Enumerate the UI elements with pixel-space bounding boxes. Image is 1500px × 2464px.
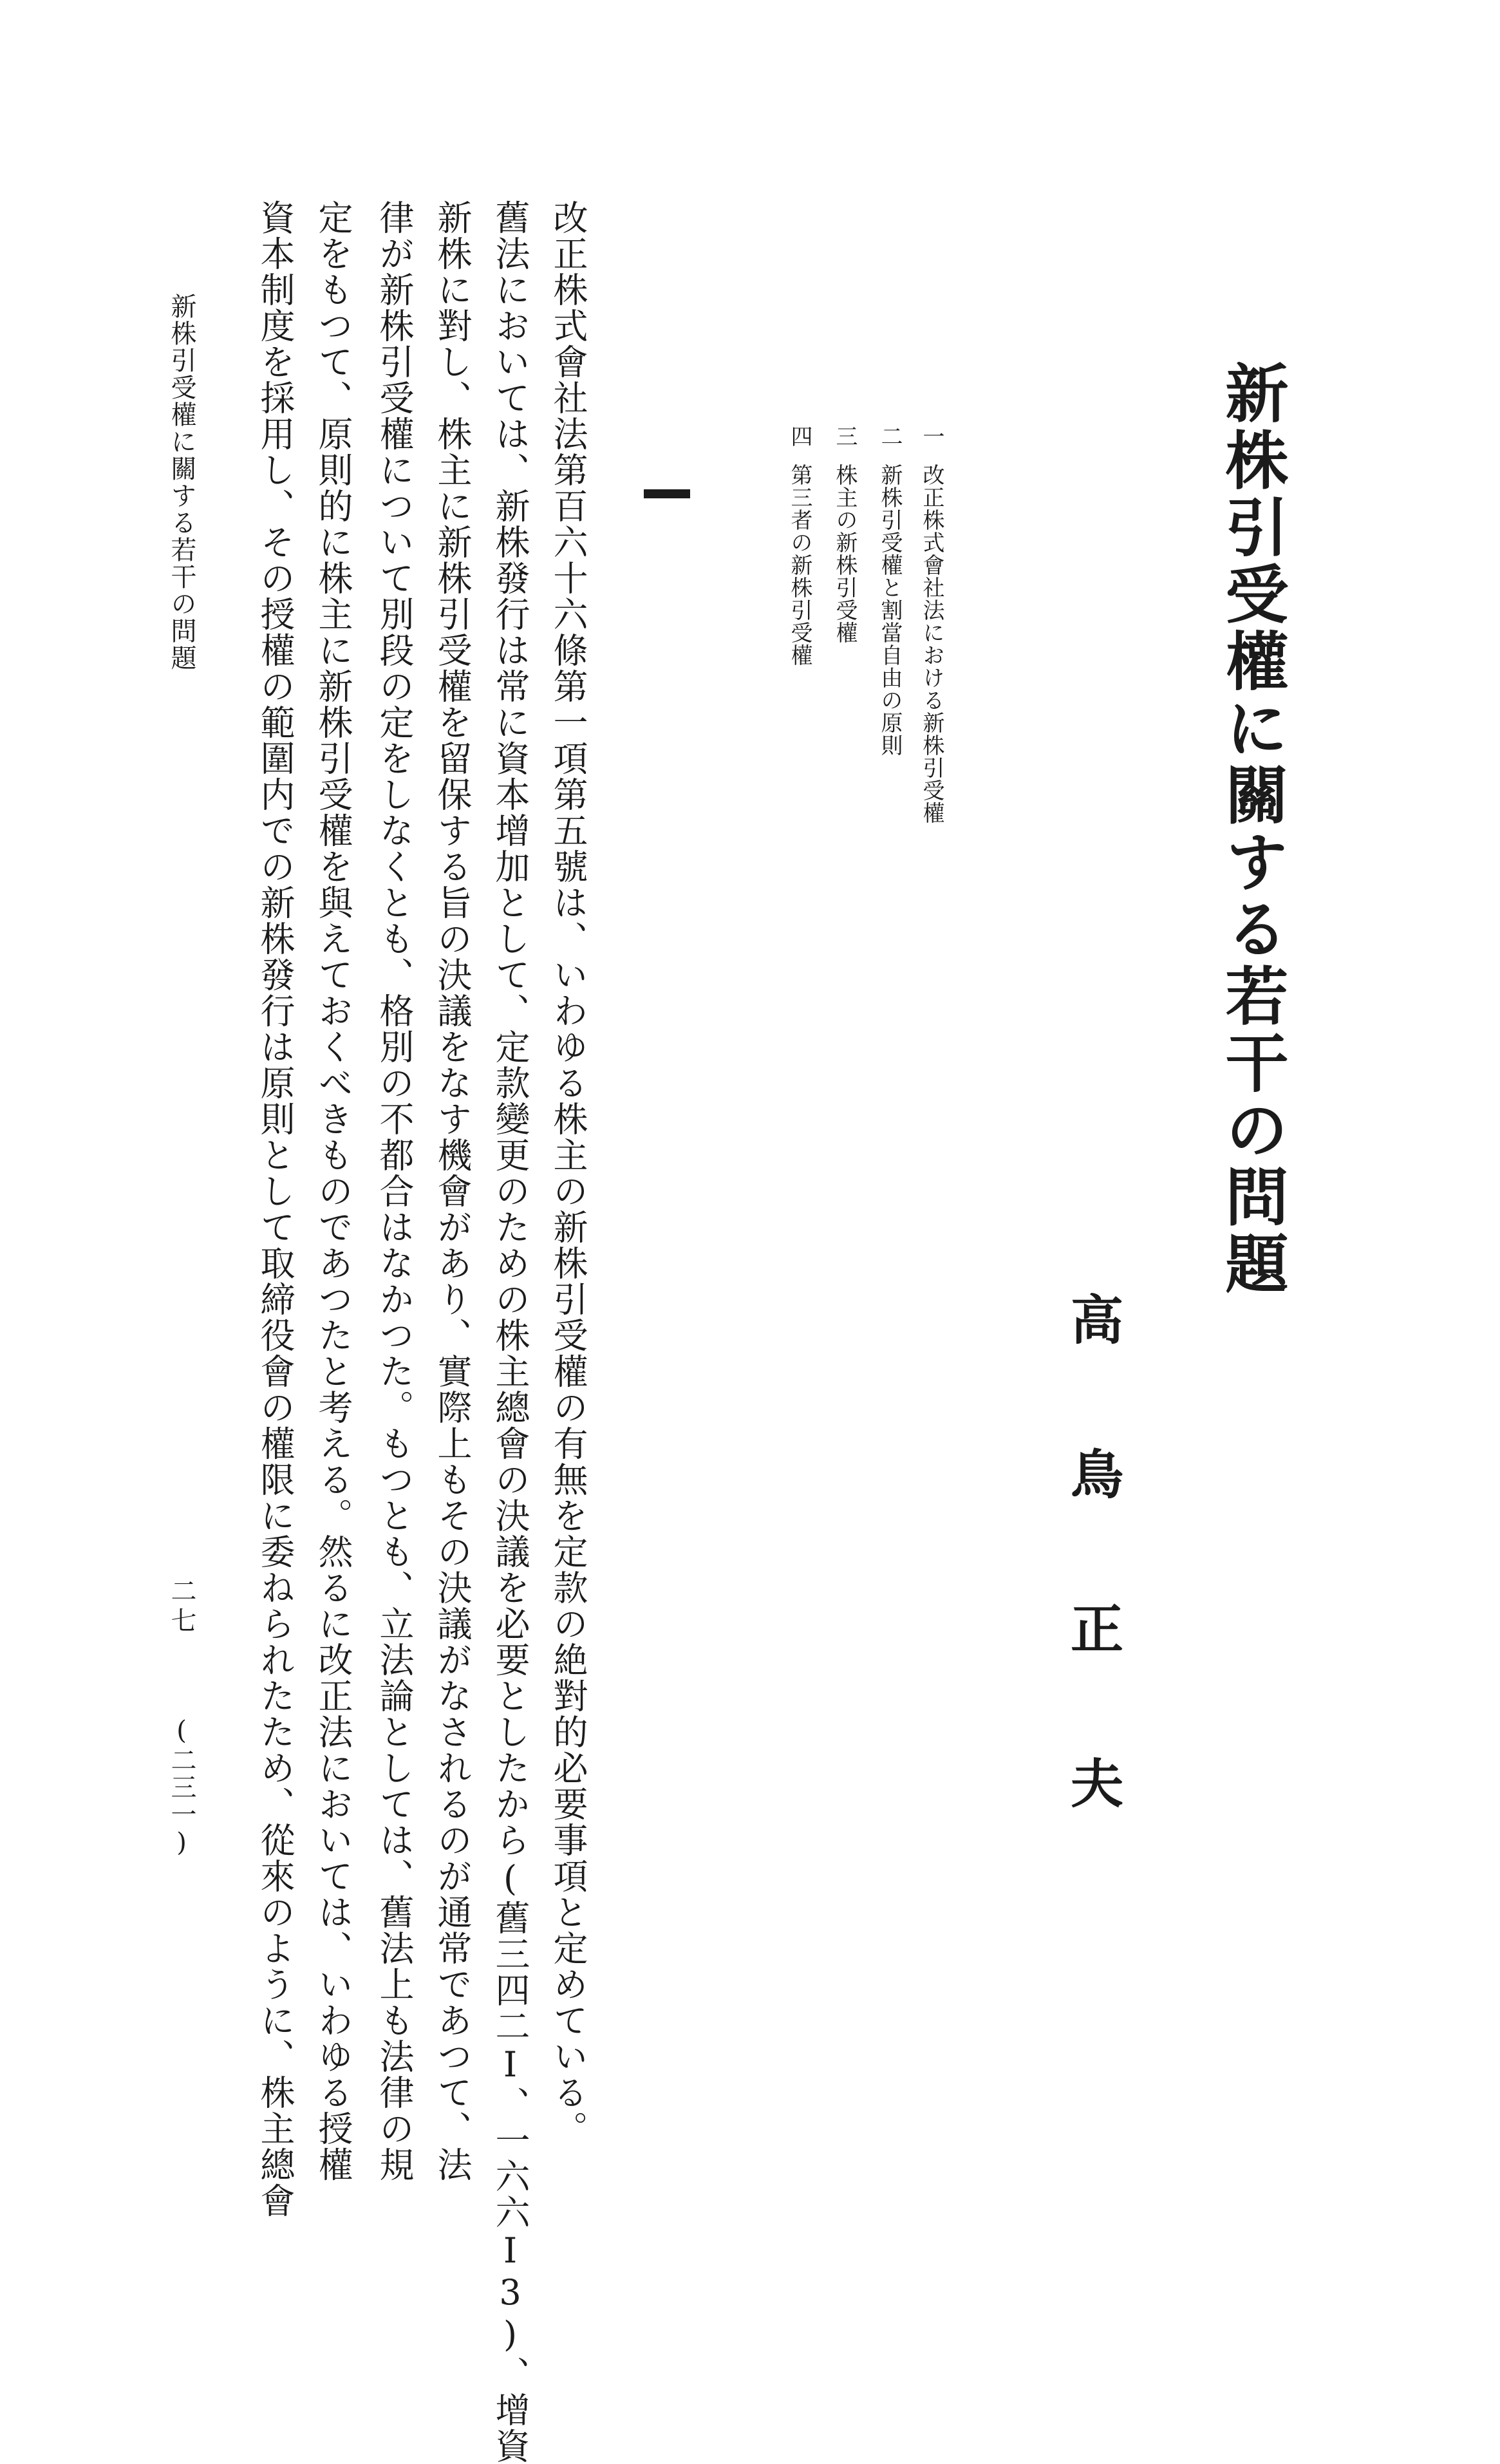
toc-item-number: 二	[877, 425, 903, 447]
author-name-char: 夫	[1071, 1753, 1124, 1815]
article-title: 新株引受權に關する若干の問題	[1215, 361, 1289, 1298]
toc-item-text: 新株引受權と割當自由の原則	[877, 464, 903, 757]
toc-item-number: 四	[787, 425, 812, 447]
issue-page-number: (二三一)	[167, 1716, 196, 1859]
author-name-char: 鳥	[1071, 1444, 1124, 1506]
body-text-line: 定をもつて、原則的に株主に新株引受權を與えておくべきものであつたと考える。然るに改正法においては、いわゆる授權	[313, 200, 353, 2183]
toc-item-text: 株主の新株引受權	[832, 464, 858, 644]
page-number: 二七	[167, 1577, 196, 1637]
toc-item-text: 改正株式會社法における新株引受權	[919, 464, 944, 824]
toc-item-number: 三	[832, 425, 858, 447]
body-text-line: 新株に對し、株主に新株引受權を留保する旨の決議をなす機會があり、實際上もその決議がなされるのが通常であつて、法	[432, 200, 473, 2183]
toc-item-number: 一	[919, 425, 944, 447]
toc-item-4	[787, 425, 812, 666]
toc-item-1	[919, 425, 944, 824]
author-name-char: 正	[1071, 1599, 1124, 1660]
author-name-char: 高	[1071, 1290, 1124, 1351]
toc-item-text: 第三者の新株引受權	[787, 464, 812, 666]
section-number-mark	[644, 489, 690, 498]
running-title: 新株引受權に關する若干の問題	[167, 293, 196, 672]
body-text-line: 資本制度を採用し、その授權の範圍内での新株發行は原則として取締役會の權限に委ねられたため、從來のように、株主總會	[255, 200, 295, 2219]
body-text-line: 律が新株引受權について別段の定をしなくとも、格別の不都合はなかつた。もつとも、立法論としては、舊法上も法律の規	[374, 200, 415, 2183]
body-text-line: 改正株式會社法第百六十六條第一項第五號は、いわゆる株主の新株引受權の有無を定款の絶對的必要事項と定めている。	[548, 200, 588, 2147]
toc-item-2	[877, 425, 903, 757]
body-text-line: 舊法においては、新株發行は常に資本增加として、定款變更のための株主總會の決議を必要としたから(舊三四二I、一六六I3)、增資	[490, 200, 530, 2464]
toc-item-3	[832, 425, 858, 644]
